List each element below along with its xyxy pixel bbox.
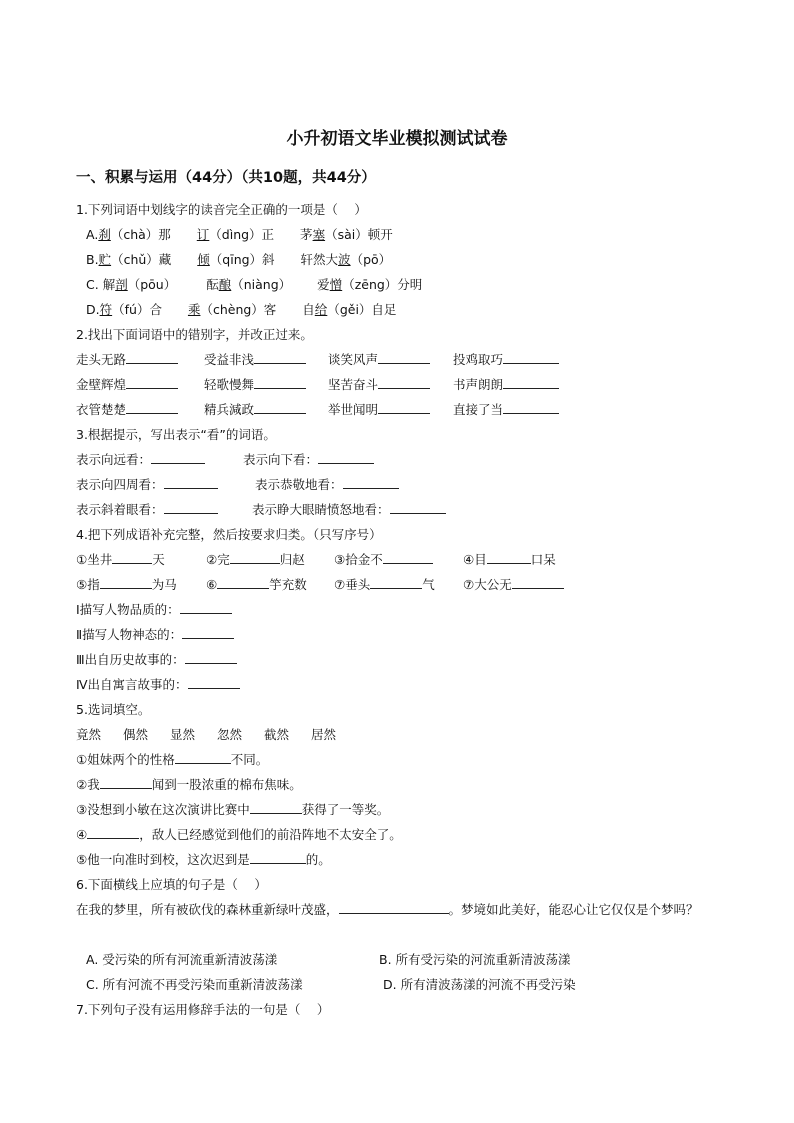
section-heading: 一、积累与运用（44分）（共10题，共44分） [76, 170, 376, 186]
q6-passage: 在我的梦里，所有被砍伐的森林重新绿叶茂盛， 。梦境如此美好，能忍心让它仅仅是个梦吗？ [76, 902, 699, 917]
q7-stem: 7.下列句子没有运用修辞手法的一句是（ ） [76, 1002, 330, 1017]
q2-row: 受益非浅 [204, 351, 306, 369]
q5-stem: 5.选词填空。 [76, 702, 151, 717]
answer-blank[interactable] [254, 376, 306, 389]
q6-option-a: A. 受污染的所有河流重新清波荡漾 [86, 952, 278, 967]
answer-blank[interactable] [378, 401, 430, 414]
idiom-item: ④目 口呆 [463, 552, 556, 567]
answer-blank[interactable] [343, 476, 399, 489]
q2-stem: 2.找出下面词语中的错别字，并改正过来。 [76, 327, 313, 342]
answer-blank[interactable] [503, 401, 559, 414]
q6-option-c: C. 所有河流不再受污染而重新清波荡漾 [86, 977, 303, 992]
idiom-item: ⑦大公无 [463, 576, 564, 594]
idiom-item: ⑥ 竽充数 [206, 577, 307, 592]
idiom-item: ⑤指 为马 [76, 577, 177, 592]
q3-item: 表示向远看： [76, 451, 205, 469]
page-title: 小升初语文毕业模拟测试试卷 [286, 129, 508, 149]
q3-item: 表示恭敬地看： [255, 476, 399, 494]
q2-row: 书声朗朗 [453, 376, 559, 394]
answer-blank[interactable] [230, 551, 280, 564]
q1-option-c: C. 解剖（pōu） 酝酿（niàng） 爱憎（zēng）分明 [86, 277, 423, 292]
q6-stem: 6.下面横线上应填的句子是（ ） [76, 877, 267, 892]
q2-row: 坚苦奋斗 [328, 376, 430, 394]
q3-item: 表示向四周看： [76, 476, 218, 494]
answer-blank[interactable] [100, 776, 152, 789]
answer-blank[interactable] [126, 376, 178, 389]
q2-row: 举世闻明 [328, 401, 430, 419]
q1-stem: 1.下列词语中划线字的读音完全正确的一项是（ ） [76, 202, 367, 217]
answer-blank[interactable] [254, 401, 306, 414]
answer-blank[interactable] [217, 576, 269, 589]
answer-blank[interactable] [182, 626, 234, 639]
answer-blank[interactable] [512, 576, 564, 589]
answer-blank[interactable] [180, 601, 232, 614]
q2-row: 精兵減政 [204, 401, 306, 419]
answer-blank[interactable] [188, 676, 240, 689]
answer-blank[interactable] [87, 826, 139, 839]
q2-row: 衣管楚楚 [76, 401, 178, 419]
answer-blank[interactable] [175, 751, 231, 764]
answer-blank[interactable] [151, 451, 205, 464]
q1-option-b: B.贮（chǔ）藏 倾（qīng）斜 轩然大波（pō） [86, 252, 392, 267]
answer-blank[interactable] [164, 501, 218, 514]
idiom-item: ②完 归赵 [206, 552, 305, 567]
answer-blank[interactable] [254, 351, 306, 364]
fill-item: ④ ，敌人已经感觉到他们的前沿阵地不太安全了。 [76, 827, 402, 842]
answer-blank[interactable] [318, 451, 374, 464]
q6-option-b: B. 所有受污染的河流重新清波荡漾 [379, 952, 571, 967]
idiom-item: ③拾金不 [334, 551, 433, 569]
category-item: Ⅱ描写人物神态的： [76, 626, 234, 644]
answer-blank[interactable] [487, 551, 531, 564]
answer-blank[interactable] [250, 851, 306, 864]
q3-stem: 3.根据提示，写出表示“看”的词语。 [76, 427, 276, 442]
answer-blank[interactable] [378, 351, 430, 364]
q2-row: 走头无路 [76, 351, 178, 369]
word-bank: 竟然 偶然 显然 忽然 截然 居然 [76, 727, 337, 742]
answer-blank[interactable] [383, 551, 433, 564]
answer-blank[interactable] [126, 401, 178, 414]
q1-option-d: D.符（fú）合 乘（chèng）客 自给（gěi）自足 [86, 302, 397, 317]
answer-blank[interactable] [370, 576, 422, 589]
q4-stem: 4.把下列成语补充完整，然后按要求归类。（只写序号） [76, 527, 382, 542]
answer-blank[interactable] [126, 351, 178, 364]
fill-item: ②我 闻到一股浓重的棉布焦味。 [76, 777, 302, 792]
fill-item: ①姐妹两个的性格 不同。 [76, 752, 269, 767]
idiom-item: ①坐井 天 [76, 552, 165, 567]
q2-row: 直接了当 [453, 401, 559, 419]
answer-blank[interactable] [185, 651, 237, 664]
q6-option-d: D. 所有清波荡漾的河流不再受污染 [383, 977, 576, 992]
idiom-item: ⑦垂头 气 [334, 577, 435, 592]
q2-row: 投鸡取巧 [453, 351, 559, 369]
q3-item: 表示向下看： [243, 451, 374, 469]
q2-row: 谈笑风声 [328, 351, 430, 369]
q3-item: 表示睁大眼睛愤怒地看： [252, 501, 446, 519]
answer-blank[interactable] [250, 801, 302, 814]
answer-blank[interactable] [503, 351, 559, 364]
category-item: Ⅰ描写人物品质的： [76, 601, 232, 619]
q1-option-a: A.刹（chà）那 订（dìng）正 茅塞（sài）顿开 [86, 227, 393, 242]
category-item: Ⅳ出自寓言故事的： [76, 676, 240, 694]
fill-item: ⑤他一向准时到校，这次迟到是 的。 [76, 852, 331, 867]
q2-row: 轻歌慢舞 [204, 376, 306, 394]
answer-blank[interactable] [390, 501, 446, 514]
answer-blank[interactable] [378, 376, 430, 389]
answer-blank[interactable] [112, 551, 152, 564]
answer-blank[interactable] [339, 901, 449, 914]
answer-blank[interactable] [164, 476, 218, 489]
answer-blank[interactable] [100, 576, 152, 589]
q3-item: 表示斜着眼看： [76, 501, 218, 519]
category-item: Ⅲ出自历史故事的： [76, 651, 237, 669]
q2-row: 金壁辉煌 [76, 376, 178, 394]
fill-item: ③没想到小敏在这次演讲比赛中 获得了一等奖。 [76, 802, 390, 817]
answer-blank[interactable] [503, 376, 559, 389]
